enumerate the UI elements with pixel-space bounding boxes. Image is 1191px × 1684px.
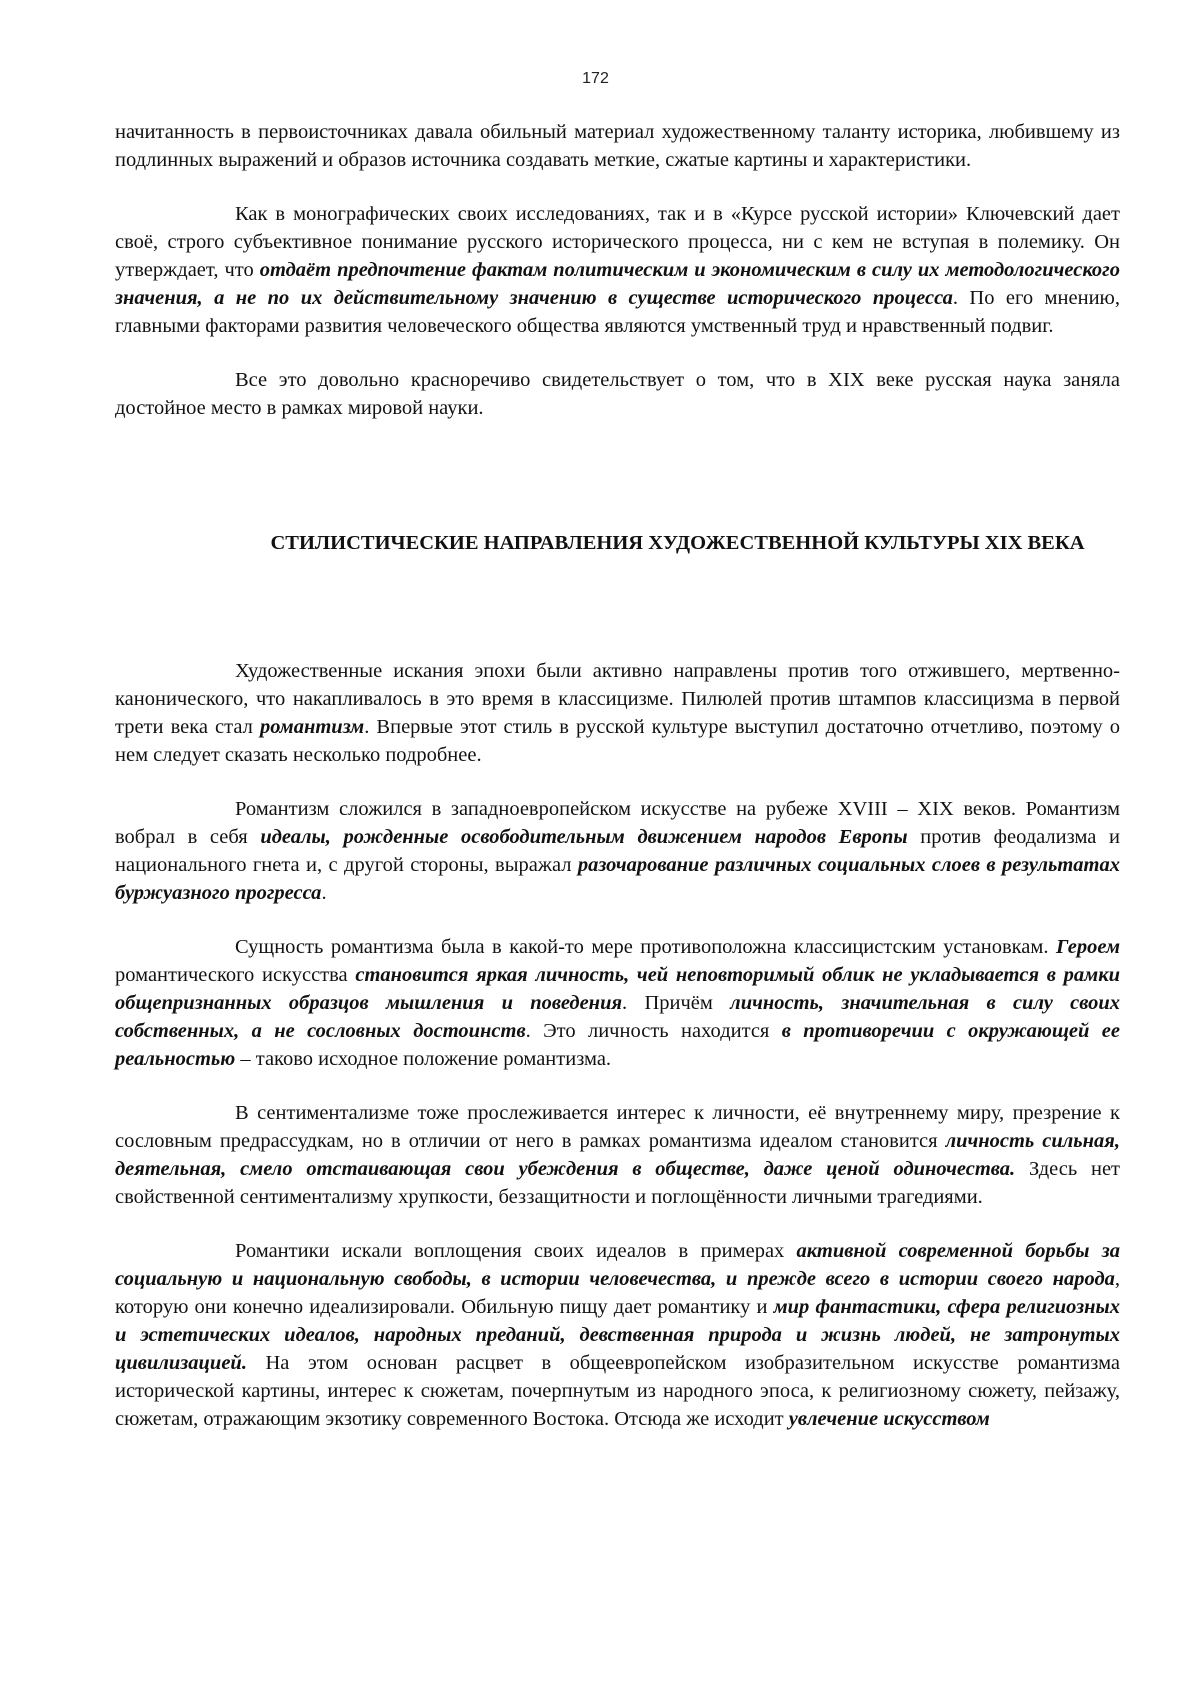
body-text: Романтики искали воплощения своих идеалов в примерах (235, 1240, 797, 1262)
body-text: В сентиментализме тоже прослеживается интерес к личности, её внутреннему миру, презрение к сословным предрассудкам, но в отличии от него в рамках романтизма идеалом становится (115, 1102, 1120, 1152)
emphasis-text: активной современной борьбы за социальную и национальную свободы, в истории человечества, и прежде всего в истории своего народа (115, 1240, 1120, 1290)
body-text: романтического искусства (115, 964, 356, 986)
section-heading: СТИЛИСТИЧЕСКИЕ НАПРАВЛЕНИЯ ХУДОЖЕСТВЕННОЙ КУЛЬТУРЫ XIX ВЕКА (270, 532, 1085, 554)
body-text: Романтизм сложился в западноевропейском искусстве на рубеже XVIII – XIX веков. Романтизм вобрал в себя (115, 798, 1120, 848)
body-text: Как в монографических своих исследованиях, так и в «Курсе русской истории» Ключевский дает своё, строго субъективное понимание русского исторического процесса, ни с кем не вступая в полемику. Он утверждает, что (115, 203, 1120, 281)
paragraph-intro (115, 118, 1120, 174)
body-text: против феодализма и национального гнета и, с другой стороны, выражал (115, 826, 1120, 876)
emphasis-text: романтизм (259, 716, 365, 738)
paragraph-romanticism-origin (115, 795, 1120, 907)
emphasis-text: становится яркая личность, чей неповторимый облик не укладывается в рамки общепризнанных образцов мышления и поведения (115, 964, 1120, 1014)
section-heading-block (115, 530, 1120, 557)
body-text: , которую они конечно идеализировали. Обильную пищу дает романтику и (115, 1268, 1120, 1318)
paragraph-sentimentalism (115, 1099, 1120, 1211)
body-text: . Впервые этот стиль в русской культуре выступил достаточно отчетливо, поэтому о нем следует сказать несколько подробнее. (115, 716, 1121, 766)
paragraph-russian-science (115, 366, 1120, 422)
emphasis-text: личность сильная, деятельная, смело отстаивающая свои убеждения в обществе, даже ценой одиночества. (115, 1130, 1120, 1180)
emphasis-text: мир фантастики, сфера религиозных и эстетических идеалов, народных преданий, девственная природа и жизнь людей, не затронутых цивилизацией. (115, 1296, 1121, 1374)
paragraph-romantic-ideals (115, 1237, 1120, 1433)
body-text: начитанность в первоисточниках давала обильный материал художественному таланту историка, любившему из подлинных выражений и образов источника создавать меткие, сжатые картины и характеристики. (115, 121, 1120, 171)
body-text: – таково исходное положение романтизма. (235, 1048, 612, 1070)
emphasis-text: разочарование различных социальных слоев в результатах буржуазного прогресса (115, 854, 1120, 904)
body-text: . (321, 882, 327, 904)
section-body (115, 657, 1120, 1459)
body-text: Здесь нет свойственной сентиментализму хрупкости, беззащитности и поглощённости личными трагедиями. (115, 1158, 1120, 1208)
body-text: . Это личность находится (525, 1020, 782, 1042)
emphasis-text: личность, значительная в силу своих собственных, а не сословных достоинств (115, 992, 1120, 1042)
body-text: . По его мнению, главными факторами развития человеческого общества являются умственный труд и нравственный подвиг. (115, 287, 1120, 337)
page-number: 172 (582, 70, 609, 87)
body-text: . Причём (622, 992, 731, 1014)
body-text: Все это довольно красноречиво свидетельствует о том, что в XIX веке русская наука заняла достойное место в рамках мировой науки. (115, 369, 1120, 419)
emphasis-text: идеалы, рожденные освободительным движением народов Европы (260, 826, 908, 848)
body-text: Художественные искания эпохи были активно направлены против того отжившего, мертвенно-канонического, что накапливалось в это время в классицизме. Пилюлей против штампов классицизма в первой трети века стал (115, 660, 1120, 738)
page-body (115, 118, 1120, 448)
paragraph-romanticism-essence (115, 933, 1120, 1073)
body-text: На этом основан расцвет в общеевропейском изобразительном искусстве романтизма исторической картины, интерес к сюжетам, почерпнутым из народного эпоса, к религиозному сюжету, пейзажу, сюжетам, отражающим экзотику современного Востока. Отсюда же исходит (115, 1352, 1120, 1430)
body-text: Сущность романтизма была в какой-то мере противоположна классицистским установкам. (235, 936, 1056, 958)
paragraph-artistic-searches (115, 657, 1120, 769)
paragraph-kluchevsky (115, 200, 1120, 340)
emphasis-text: отдаёт предпочтение фактам политическим и экономическим в силу их методологического значения, а не по их действительному значению в существе исторического процесса (115, 259, 1121, 309)
emphasis-text: Героем (1055, 936, 1120, 958)
emphasis-text: в противоречии с окружающей ее реальностью (115, 1020, 1120, 1070)
emphasis-text: увлечение искусством (788, 1408, 990, 1430)
